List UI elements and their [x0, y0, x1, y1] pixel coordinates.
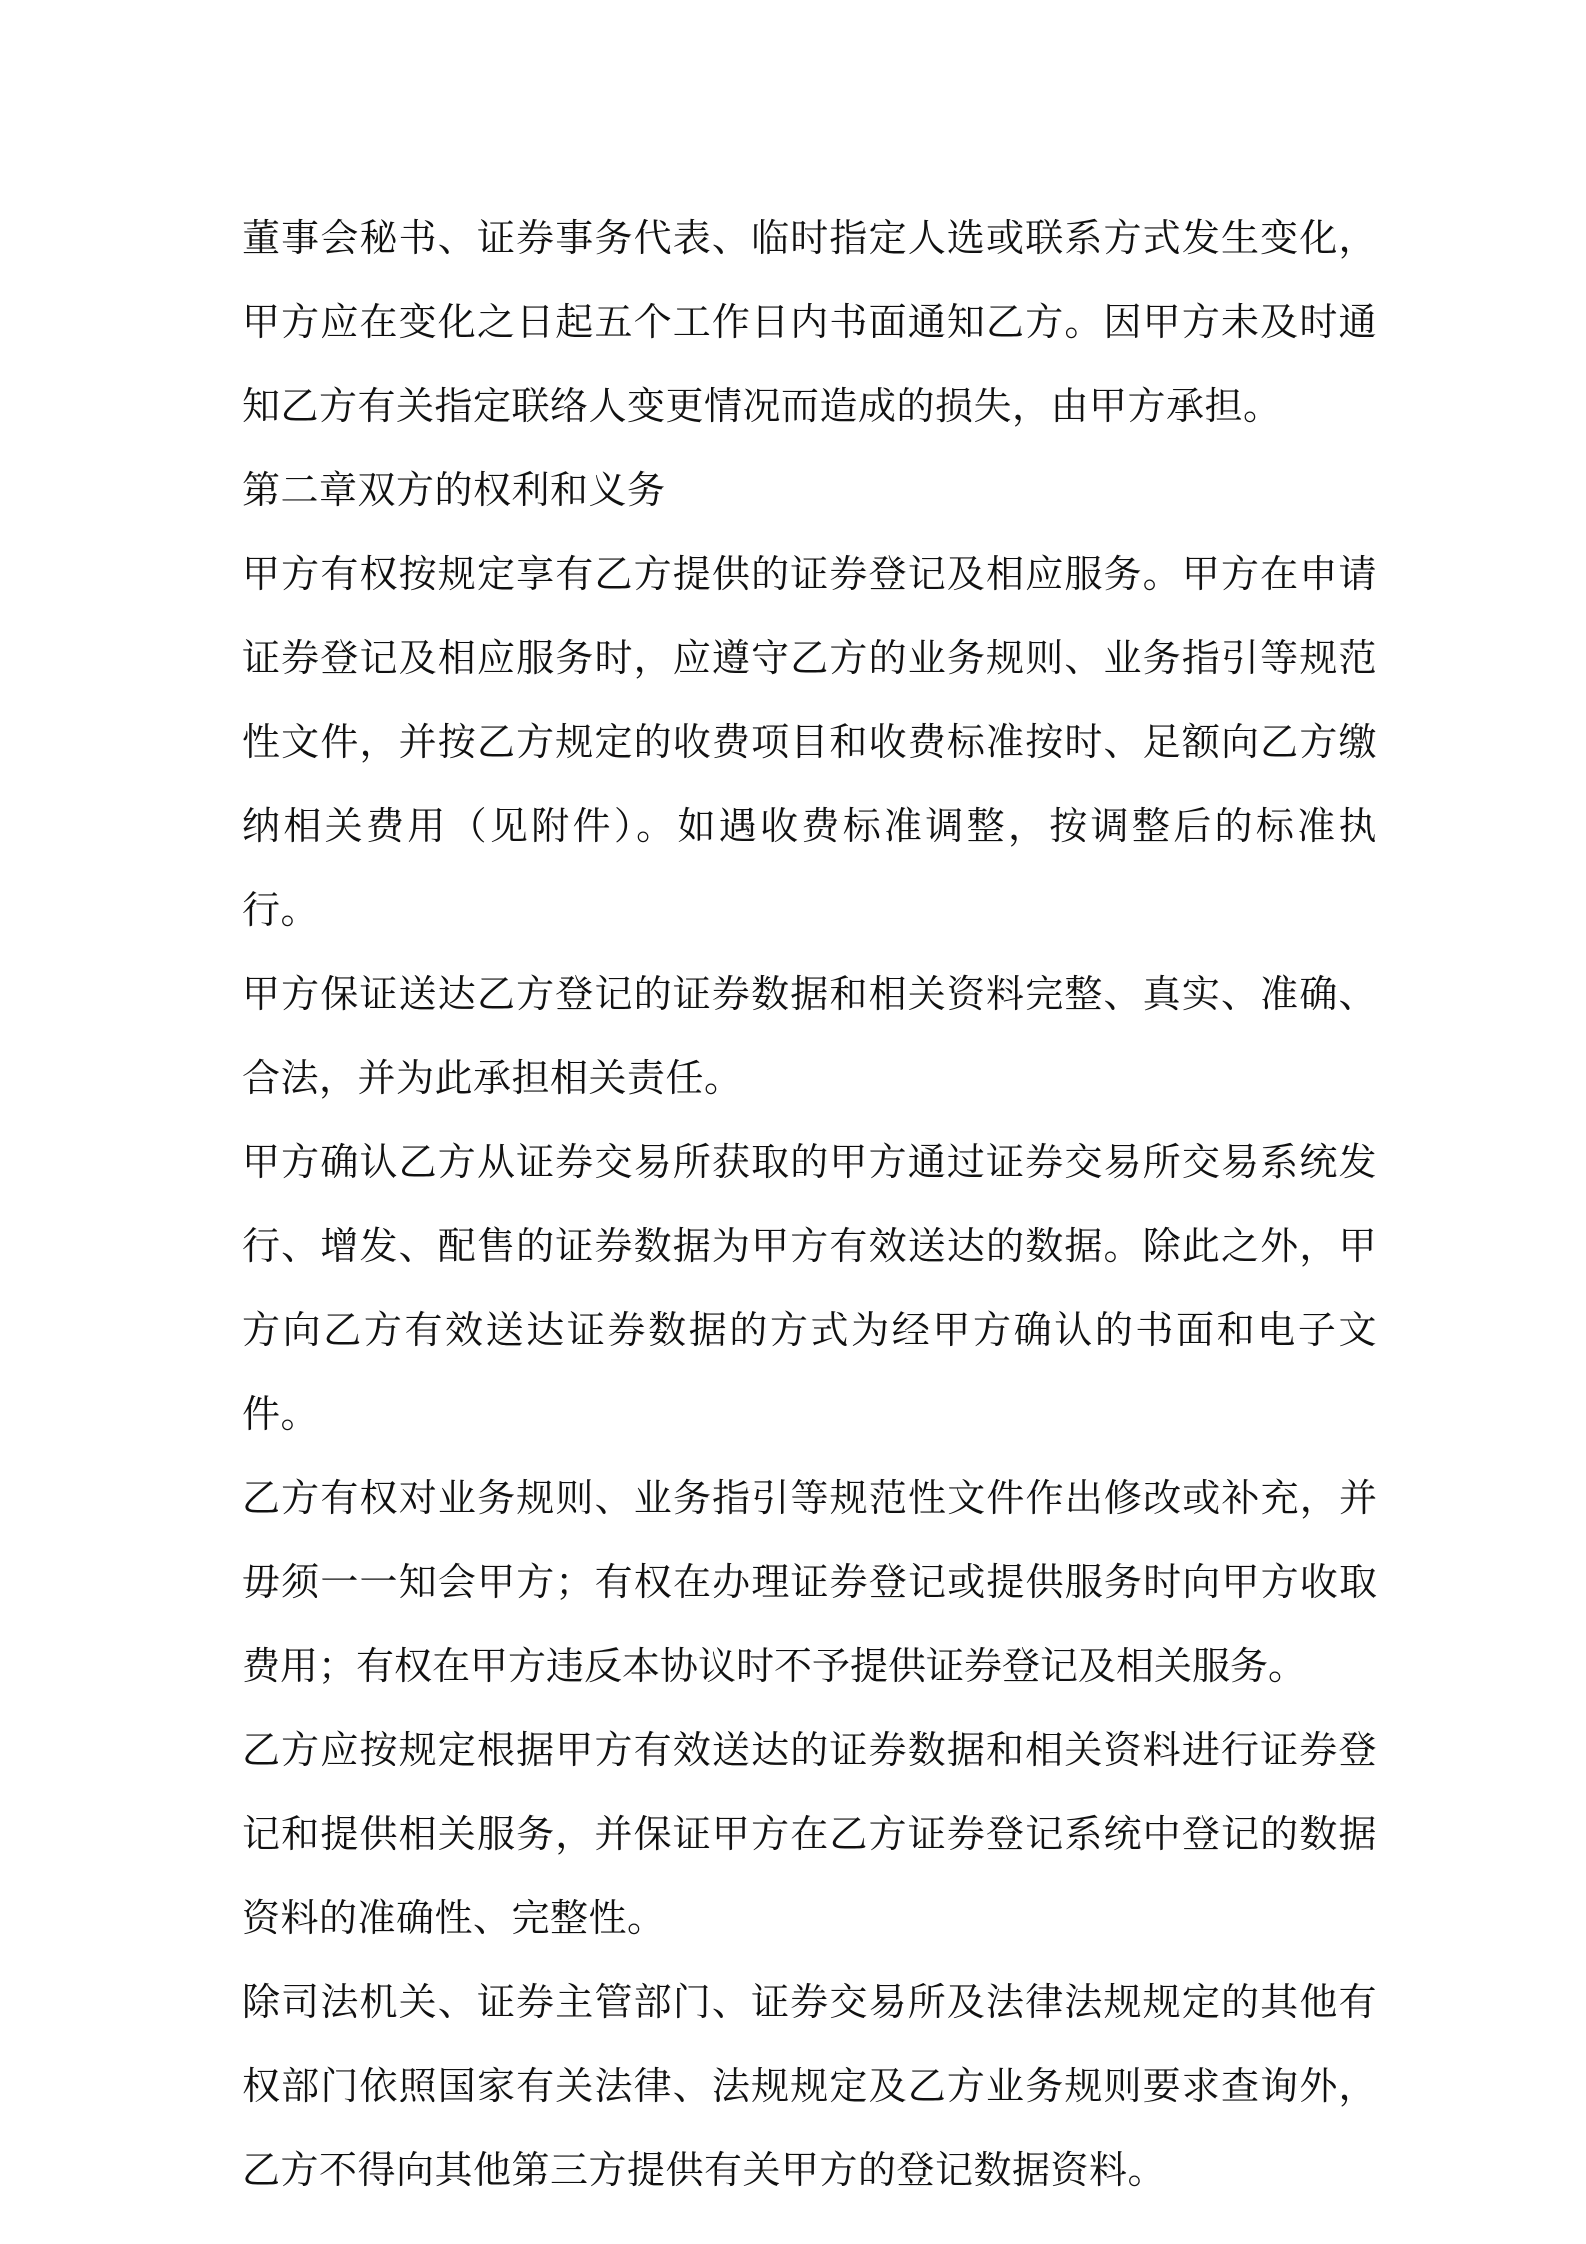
paragraph-confidentiality: 除司法机关、证券主管部门、证券交易所及法律法规规定的其他有权部门依照国家有关法律、法规规定及乙方业务规则要求查询外，乙方不得向其他第三方提供有关甲方的登记数据资料。: [242, 1980, 1377, 2192]
paragraph-contact-change: 董事会秘书、证券事务代表、临时指定人选或联系方式发生变化，甲方应在变化之日起五个工作日内书面通知乙方。因甲方未及时通知乙方有关指定联络人变更情况而造成的损失，由甲方承担。: [242, 216, 1377, 428]
paragraph-data-guarantee: 甲方保证送达乙方登记的证券数据和相关资料完整、真实、准确、合法，并为此承担相关责任。: [242, 972, 1377, 1100]
paragraph-party-b-obligations: 乙方应按规定根据甲方有效送达的证券数据和相关资料进行证券登记和提供相关服务，并保证甲方在乙方证券登记系统中登记的数据资料的准确性、完整性。: [242, 1728, 1377, 1940]
chapter-heading: 第二章双方的权利和义务: [242, 468, 666, 512]
paragraph-party-a-rights: 甲方有权按规定享有乙方提供的证券登记及相应服务。甲方在申请证券登记及相应服务时，应遵守乙方的业务规则、业务指引等规范性文件，并按乙方规定的收费项目和收费标准按时、足额向乙方缴纳相关费用（见附件）。如遇收费标准调整，按调整后的标准执行。: [242, 552, 1377, 932]
document-body: [242, 196, 1377, 2212]
paragraph-party-b-rights: 乙方有权对业务规则、业务指引等规范性文件作出修改或补充，并毋须一一知会甲方；有权在办理证券登记或提供服务时向甲方收取费用；有权在甲方违反本协议时不予提供证券登记及相关服务。: [242, 1476, 1377, 1688]
paragraph-data-confirmation: 甲方确认乙方从证券交易所获取的甲方通过证券交易所交易系统发行、增发、配售的证券数据为甲方有效送达的数据。除此之外，甲方向乙方有效送达证券数据的方式为经甲方确认的书面和电子文件。: [242, 1140, 1377, 1436]
